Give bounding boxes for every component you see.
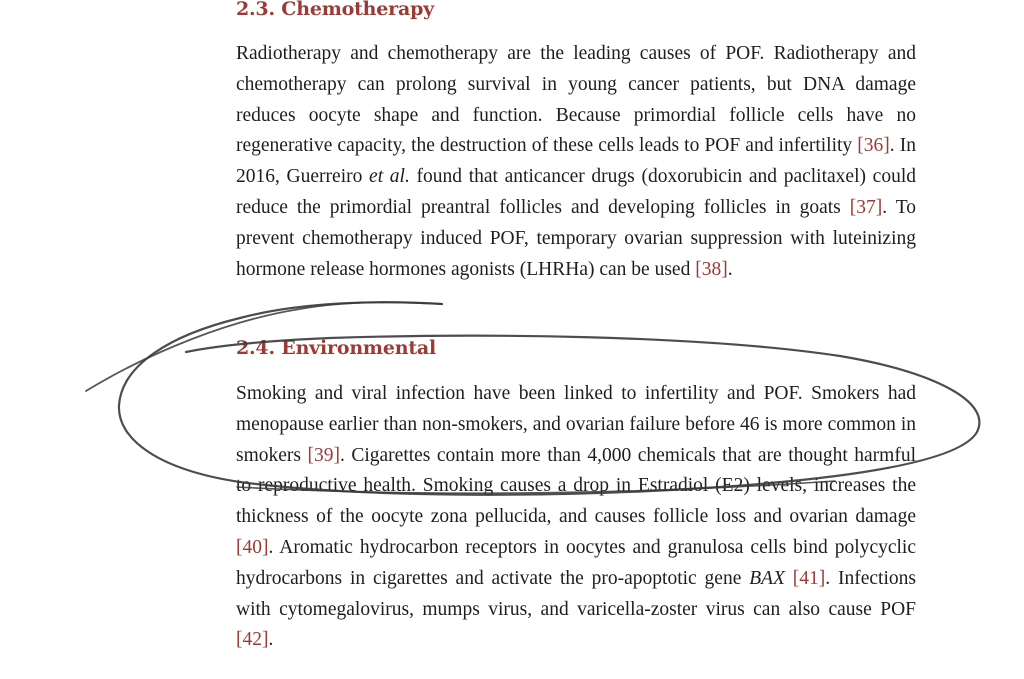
citation-reference: [37] <box>849 196 883 218</box>
citation-reference: [39] <box>307 444 340 466</box>
paragraph-chemotherapy <box>236 39 916 285</box>
section-heading-chemotherapy: 2.3. Chemotherapy <box>236 0 435 20</box>
citation-reference: [38] <box>695 258 728 280</box>
italic-text: et al. <box>369 166 410 188</box>
body-text: . Infections with cytomegalovirus, mumps virus, and varicella-zoster virus can also cause POF <box>236 567 916 620</box>
body-text: . <box>727 258 733 280</box>
body-text: . Cigarettes contain more than 4,000 chemicals that are thought harmful to reproductive health. Smoking causes a drop in Estradiol (E2) levels, increases the thickness of the oocyte zona pellucida, and causes follicle loss and ovarian damage <box>236 444 916 528</box>
body-text: . To prevent chemotherapy induced POF, temporary ovarian suppression with luteinizing hormone release hormones agonists (LHRHa) can be used <box>236 196 916 280</box>
citation-reference: [41] <box>792 567 826 589</box>
body-text: found that anticancer drugs (doxorubicin and paclitaxel) could reduce the primordial preantral follicles and developing follicles in goats <box>236 166 916 218</box>
body-text: Smoking and viral infection have been linked to infertility and POF. Smokers had menopause earlier than non-smokers, and ovarian failure before 46 is more common in smokers <box>236 383 916 466</box>
body-text: . In 2016, Guerreiro <box>236 135 916 188</box>
section-heading-environmental: 2.4. Environmental <box>236 337 437 359</box>
citation-reference: [42] <box>236 629 269 651</box>
body-text: . Aromatic hydrocarbon receptors in oocytes and granulosa cells bind polycyclic hydrocarbons in cigarettes and activate the pro-apoptotic gene <box>236 536 916 589</box>
body-text: . <box>268 629 274 651</box>
italic-text: BAX <box>749 567 785 589</box>
citation-reference: [36] <box>857 135 890 157</box>
citation-reference: [40] <box>236 536 269 558</box>
paragraph-environmental <box>236 379 916 656</box>
body-text <box>785 568 793 589</box>
body-text: Radiotherapy and chemotherapy are the leading causes of POF. Radiotherapy and chemotherapy can prolong survival in young cancer patients, but DNA damage reduces oocyte shape and function. Because primordial follicle cells have no regenerative capacity, the destruction of these cells leads to POF and infertility <box>236 43 916 157</box>
